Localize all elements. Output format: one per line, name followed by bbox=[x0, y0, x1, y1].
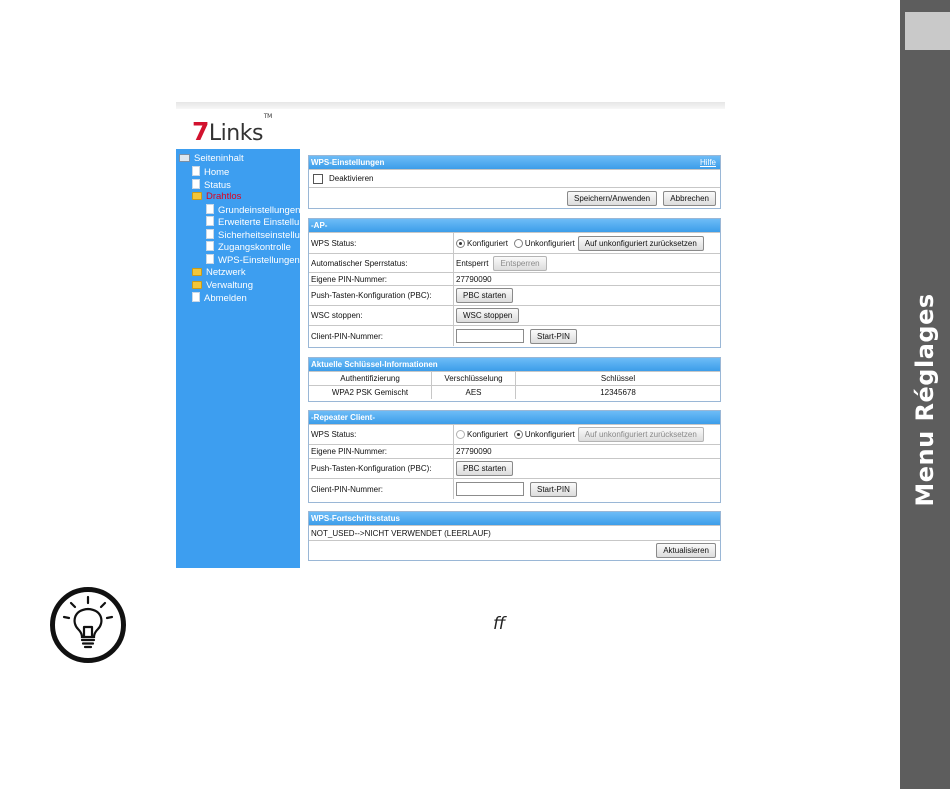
nav-item-verwaltung[interactable]: Verwaltung bbox=[192, 280, 253, 292]
nav-item-wps[interactable]: WPS-Einstellungen bbox=[206, 254, 300, 267]
page-icon bbox=[206, 241, 214, 251]
repeater-client-pin-input[interactable] bbox=[456, 482, 524, 496]
repeater-pbc-start-button[interactable]: PBC starten bbox=[456, 461, 513, 476]
panel-header: -AP- bbox=[309, 219, 720, 232]
cancel-button[interactable]: Abbrechen bbox=[663, 191, 716, 206]
repeater-start-pin-button[interactable]: Start-PIN bbox=[530, 482, 577, 497]
network-icon bbox=[179, 154, 190, 162]
col-key-header: Schlüssel bbox=[516, 372, 721, 386]
repeater-configured-radio[interactable] bbox=[456, 430, 465, 439]
key-info-panel bbox=[308, 357, 721, 402]
page-icon bbox=[192, 292, 200, 302]
page-icon bbox=[206, 254, 214, 264]
repeater-reset-button[interactable]: Auf unkonfiguriert zurücksetzen bbox=[578, 427, 704, 442]
help-link[interactable]: Hilfe bbox=[699, 158, 716, 167]
nav-item-grundeinstellungen[interactable]: Grundeinstellungen bbox=[206, 204, 300, 217]
deactivate-checkbox[interactable] bbox=[313, 174, 323, 184]
side-tab-marker bbox=[905, 12, 950, 50]
nav-item-status[interactable]: Status bbox=[192, 179, 231, 192]
col-enc-header: Verschlüsselung bbox=[432, 372, 516, 386]
nav-item-home[interactable]: Home bbox=[192, 166, 229, 179]
side-tab bbox=[900, 0, 950, 789]
repeater-unconfigured-radio[interactable] bbox=[514, 430, 523, 439]
page-icon bbox=[192, 166, 200, 176]
repeater-panel: -Repeater Client- WPS Status: Konfiguriert Unkonfiguriert Auf unkonfiguriert zurücksetzen Eigene PIN-Nummer: 27790090 Push-Tasten-Konfiguration (PBC): PBC starten Client-PIN-Nummer: Start-PIN bbox=[308, 410, 721, 503]
nav-root[interactable]: Seiteninhalt bbox=[179, 153, 244, 165]
start-pin-button[interactable]: Start-PIN bbox=[530, 329, 577, 344]
panel-header: WPS-Fortschrittsstatus bbox=[309, 512, 720, 525]
folder-icon bbox=[192, 281, 202, 289]
lock-status: Entsperrt bbox=[456, 258, 489, 268]
brand-logo: 7Links™ bbox=[192, 112, 272, 146]
pbc-start-button[interactable]: PBC starten bbox=[456, 288, 513, 303]
top-strip bbox=[176, 102, 725, 109]
deactivate-label: Deaktivieren bbox=[329, 174, 374, 183]
nav-item-erweiterte[interactable]: Erweiterte Einstellu bbox=[206, 216, 299, 229]
wsc-stop-button[interactable]: WSC stoppen bbox=[456, 308, 519, 323]
col-auth-header: Authentifizierung bbox=[309, 372, 432, 386]
ap-panel: -AP- WPS Status: Konfiguriert Unkonfiguriert Auf unkonfiguriert zurücksetzen Automatischer Sperrstatus: Entsperrt Entsperren Eigene PIN-Nummer: 27790090 Push-Tasten-Konfiguration (PBC): PBC starten WSC stoppen: WSC stoppen Client-PIN-Nummer: Start-PIN bbox=[308, 218, 721, 348]
unconfigured-radio[interactable] bbox=[514, 239, 523, 248]
repeater-own-pin: 27790090 bbox=[456, 447, 492, 456]
page-icon bbox=[192, 179, 200, 189]
wps-settings-panel bbox=[308, 155, 721, 209]
panel-header: -Repeater Client- bbox=[309, 411, 720, 424]
table-row: WPA2 PSK Gemischt AES 12345678 bbox=[309, 386, 720, 400]
panel-header: WPS-Einstellungen Hilfe bbox=[309, 156, 720, 169]
lightbulb-icon bbox=[49, 586, 127, 664]
folder-icon bbox=[192, 268, 202, 276]
own-pin: 27790090 bbox=[456, 274, 492, 284]
folder-icon bbox=[192, 192, 202, 200]
wps-progress-panel bbox=[308, 511, 721, 561]
side-tab-label: Menu Réglages bbox=[911, 293, 939, 507]
nav-item-abmelden[interactable]: Abmelden bbox=[192, 292, 247, 305]
reset-unconfigured-button[interactable]: Auf unkonfiguriert zurücksetzen bbox=[578, 236, 704, 251]
nav-item-drahtlos[interactable]: Drahtlos bbox=[192, 191, 241, 203]
sidebar-nav bbox=[176, 149, 300, 568]
progress-status: NOT_USED-->NICHT VERWENDET (LEERLAUF) bbox=[311, 528, 491, 538]
panel-header: Aktuelle Schlüssel-Informationen bbox=[309, 358, 720, 371]
nav-item-netzwerk[interactable]: Netzwerk bbox=[192, 267, 246, 279]
page-icon bbox=[206, 229, 214, 239]
nav-item-zugangskontrolle[interactable]: Zugangskontrolle bbox=[206, 241, 291, 254]
page-icon bbox=[206, 204, 214, 214]
key-table bbox=[309, 371, 720, 399]
unlock-button[interactable]: Entsperren bbox=[493, 256, 546, 271]
client-pin-input[interactable] bbox=[456, 329, 524, 343]
router-screenshot bbox=[176, 102, 725, 568]
configured-radio[interactable] bbox=[456, 239, 465, 248]
nav-item-sicherheit[interactable]: Sicherheitseinstellu bbox=[206, 229, 300, 242]
page-icon bbox=[206, 216, 214, 226]
save-button[interactable]: Speichern/Anwenden bbox=[567, 191, 657, 206]
refresh-button[interactable]: Aktualisieren bbox=[656, 543, 716, 558]
note-text: ff bbox=[493, 614, 506, 634]
